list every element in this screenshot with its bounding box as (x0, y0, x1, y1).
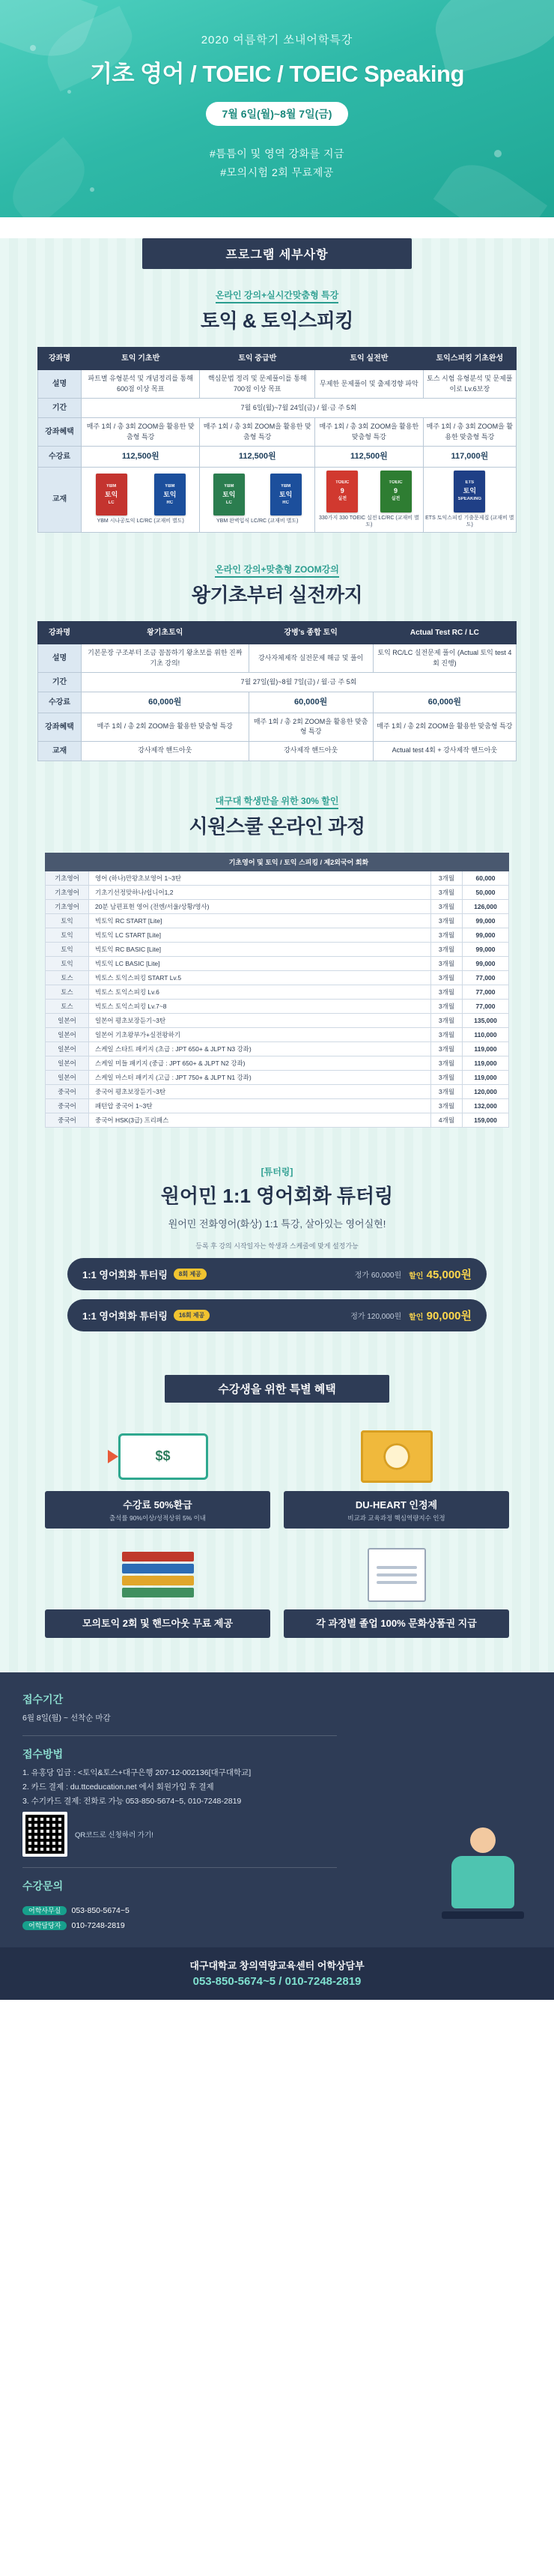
cell-price: 77,000 (463, 970, 509, 985)
cell-price: 119,000 (463, 1070, 509, 1084)
textbook-caption-2: 330가지 330 TOEIC 실전 LC/RC (교재비 별도) (319, 515, 419, 528)
table-row-textbooks (38, 467, 517, 533)
cell-duration: 3개월 (431, 985, 463, 999)
benefit-bar (45, 1609, 270, 1638)
cell-course: 기초기선정맞하나/쉽니어1,2 (89, 885, 431, 899)
benefit-card (45, 1422, 270, 1529)
cell-course: 일본어 평초보장듣기~3탄 (89, 1013, 431, 1027)
cell-course: 중국어 평초보장듣기~3탄 (89, 1084, 431, 1098)
cell-category: 일본어 (46, 1070, 89, 1084)
cell-course: 빅토익 RC BASIC [Lite] (89, 942, 431, 956)
table-row (38, 399, 517, 418)
cell-duration: 3개월 (431, 899, 463, 913)
cell-duration: 4개월 (431, 1113, 463, 1127)
table-row (46, 1056, 509, 1070)
cell-category: 일본어 (46, 1056, 89, 1070)
cell-duration: 3개월 (431, 1013, 463, 1027)
table-row (46, 1027, 509, 1041)
cell-category: 일본어 (46, 1027, 89, 1041)
cell-fee-2: 112,500원 (315, 447, 424, 468)
cell-course: 빅토스 토익스피킹 Lv.6 (89, 985, 431, 999)
table-row (46, 928, 509, 942)
cell-duration: 3개월 (431, 885, 463, 899)
cell-duration: 3개월 (431, 999, 463, 1013)
section3-title: 시원스쿨 온라인 과정 (189, 814, 365, 838)
cell-desc-0: 기본문장 구조부터 조금 꼼꼼하기 왕초보를 위한 진짜 기초 강의! (82, 644, 249, 673)
cell-category: 토스 (46, 999, 89, 1013)
benefit-bar (284, 1491, 509, 1529)
benefit-sub: 출석률 90%이상/성적상위 5% 이내 (109, 1514, 207, 1522)
cell-course: 스케일 미들 패키지 (중급 : JPT 650+ & JLPT N2 강좌) (89, 1056, 431, 1070)
toeic-course-table (37, 347, 517, 533)
section3-sublabel-text: 대구대 학생만을 위한 30% 할인 (216, 796, 339, 809)
book-cover: TOEIC 9 실전 (380, 471, 412, 513)
poster-body (0, 238, 554, 1672)
tutoring-label: [튜터링] (261, 1166, 293, 1177)
row-head-textbook: 교재 (38, 467, 82, 533)
row-head-benefit: 강좌혜택 (38, 713, 82, 741)
footer-divider (22, 1867, 337, 1868)
cell-fee-1: 112,500원 (200, 447, 315, 468)
cell-desc-3: 토스 시험 유형분석 및 문제풀이로 Lv.6보장 (423, 370, 516, 399)
table-header-row (38, 622, 517, 644)
footer-bottom-bar (0, 1947, 554, 2000)
benefit-sub: 비교과 교육과정 핵심역량지수 인정 (347, 1514, 445, 1522)
col-header-3: 토익 실전반 (315, 348, 424, 370)
hero-hashtag-1: #틈틈이 및 영역 강화를 지금 (209, 148, 345, 160)
arrow-icon (108, 1450, 118, 1463)
cell-benefit-0: 매주 1회 / 총 3회 ZOOM을 활용한 맞춤형 특강 (82, 418, 200, 447)
hero-banner (0, 0, 554, 217)
table-row (46, 1113, 509, 1127)
tutoring-sale-amount: 45,000원 (426, 1268, 472, 1281)
cell-fee-1: 60,000원 (249, 692, 373, 713)
contact-value: 010-7248-2819 (71, 1921, 125, 1931)
cell-category: 중국어 (46, 1113, 89, 1127)
footer-organization: 대구대학교 창의역량교육센터 어학상담부 (189, 1960, 365, 1972)
basic-course-table (37, 621, 517, 761)
table-row (46, 885, 509, 899)
siwonschool-price-table (45, 853, 509, 1128)
benefit-bar (45, 1491, 270, 1529)
benefit-title: 각 과정별 졸업 100% 문화상품권 지급 (316, 1617, 477, 1629)
tutoring-plan-sale-price (409, 1266, 472, 1282)
document-icon (368, 1548, 426, 1602)
cell-duration: 3개월 (431, 1056, 463, 1070)
cell-fee-0: 112,500원 (82, 447, 200, 468)
contact-value: 053-850-5674~5 (71, 1906, 130, 1916)
section1-title: 토익 & 토익스피킹 (200, 309, 354, 332)
apply-period-heading: 접수기간 (22, 1693, 64, 1705)
cell-fee-0: 60,000원 (82, 692, 249, 713)
row-head-period: 기간 (38, 673, 82, 692)
tutoring-title: 원어민 1:1 영어회화 튜터링 (160, 1184, 394, 1207)
textbook-cell-2 (315, 467, 424, 533)
col-header-1: 왕기초토익 (82, 622, 249, 644)
tutoring-plan-sale-price (409, 1307, 472, 1323)
cell-category: 기초영어 (46, 885, 89, 899)
cell-desc-1: 강사자체제작 실전문제 해금 및 풀이 (249, 644, 373, 673)
tutoring-plan-row[interactable] (67, 1299, 487, 1331)
cell-category: 일본어 (46, 1041, 89, 1056)
table-row (46, 942, 509, 956)
program-detail-band: 프로그램 세부사항 (142, 238, 412, 269)
col-header-1: 토익 기초반 (82, 348, 200, 370)
textbook-caption-1: YBM 완벽입식 LC/RC (교재비 별도) (216, 518, 299, 524)
apply-line-1: 1. 유홍당 입금 : <토익&토스+대구은행 207-12-002136[대구대학교] (22, 1768, 252, 1778)
benefit-card (284, 1422, 509, 1529)
cell-duration: 3개월 (431, 1041, 463, 1056)
table-row (46, 999, 509, 1013)
table-row (46, 1041, 509, 1056)
section2-sublabel (0, 563, 554, 575)
table-row (38, 644, 517, 673)
book-covers (83, 474, 198, 518)
footer-telephone: 053-850-5674~5 / 010-7248-2819 (192, 1975, 362, 1989)
col-header-span: 기초영어 및 토익 / 토익 스피킹 / 제2외국어 회화 (89, 853, 509, 871)
dot-decoration-icon (90, 187, 94, 192)
footer-divider (22, 1735, 337, 1736)
table-row (38, 673, 517, 692)
table-row (38, 713, 517, 741)
cell-fee-3: 117,000원 (423, 447, 516, 468)
tutoring-plan-original-price: 정가 60,000원 (354, 1271, 402, 1280)
cell-benefit-1: 매주 1회 / 총 3회 ZOOM을 활용한 맞춤형 특강 (200, 418, 315, 447)
benefit-card (284, 1541, 509, 1638)
apply-line-3: 3. 수기카드 결제: 전화로 가능 053-850-5674~5, 010-7248-2819 (22, 1797, 242, 1806)
cell-price: 60,000 (463, 871, 509, 885)
cell-price: 99,000 (463, 942, 509, 956)
tutoring-sale-amount: 90,000원 (426, 1309, 472, 1322)
cell-category: 토스 (46, 985, 89, 999)
textbook-caption-3: ETS 토익스피킹 기출문제집 (교재비 별도) (425, 515, 514, 528)
cell-category: 기초영어 (46, 871, 89, 885)
row-head-period: 기간 (38, 399, 82, 418)
benefit-title: DU-HEART 인정제 (355, 1499, 438, 1511)
cell-price: 99,000 (463, 956, 509, 970)
cell-price: 119,000 (463, 1056, 509, 1070)
cell-price: 126,000 (463, 899, 509, 913)
cell-category: 일본어 (46, 1013, 89, 1027)
cell-desc-2: 토익 RC/LC 실전문제 풀이 (Actual 토익 test 4회 진행) (373, 644, 516, 673)
contact-tag: 어학사무실 (22, 1906, 67, 1915)
person-illustration-icon (442, 1827, 524, 1917)
cell-course: 빅토익 LC START [Lite] (89, 928, 431, 942)
cell-period: 7월 6일(월)~7월 24일(금) / 월·금 주 5회 (82, 399, 517, 418)
cell-duration: 3개월 (431, 970, 463, 985)
benefits-grid (45, 1422, 509, 1638)
book-cover: YBM 토익 RC (270, 474, 302, 515)
cell-price: 132,000 (463, 1098, 509, 1113)
cell-duration: 3개월 (431, 871, 463, 885)
section3-sublabel (0, 794, 554, 807)
table-header-row (38, 348, 517, 370)
cell-category: 중국어 (46, 1098, 89, 1113)
tutoring-plan-original-price: 정가 120,000원 (350, 1312, 402, 1321)
cell-category: 토익 (46, 942, 89, 956)
cell-desc-1: 핵심문법 정리 및 문제풀이를 통해 700점 이상 목표 (200, 370, 315, 399)
cell-course: 스케일 마스터 패키지 (고급 : JPT 750+ & JLPT N1 강좌) (89, 1070, 431, 1084)
contact-heading: 수강문의 (22, 1880, 64, 1893)
tutoring-script: 원어민 전화영어(화상) 1:1 특강, 살아있는 영어실현! (168, 1218, 386, 1230)
textbook-cell-1 (200, 467, 315, 533)
footer (0, 1672, 554, 2000)
table-row (46, 970, 509, 985)
row-head-fee: 수강료 (38, 447, 82, 468)
cell-desc-2: 무제한 문제풀이 및 출제경향 파악 (315, 370, 424, 399)
table-row (38, 418, 517, 447)
benefit-bar (284, 1609, 509, 1638)
tutoring-note: 등록 후 강의 시작일자는 학생과 스케줄에 맞게 설정가능 (195, 1242, 359, 1250)
cell-price: 99,000 (463, 928, 509, 942)
hero-supertitle: 2020 여름학기 쏘내어학특강 (201, 34, 353, 46)
book-cover: ETS 토익 SPEAKING (454, 471, 485, 513)
cell-category: 토익 (46, 956, 89, 970)
tutoring-plan-name: 1:1 영어회화 튜터링 (82, 1269, 168, 1281)
book-covers (317, 471, 421, 515)
table-header-row (46, 853, 509, 871)
tutoring-plan-badge: 16회 제공 (174, 1310, 210, 1321)
cell-category: 토익 (46, 913, 89, 928)
cell-price: 135,000 (463, 1013, 509, 1027)
benefit-title: 모의토익 2회 및 핸드아웃 무료 제공 (82, 1617, 234, 1629)
cell-course: 중국어 HSK(3급) 프리패스 (89, 1113, 431, 1127)
cell-duration: 3개월 (431, 913, 463, 928)
table-row (46, 985, 509, 999)
certificate-icon (361, 1430, 433, 1483)
col-header-3: Actual Test RC / LC (373, 622, 516, 644)
cell-desc-0: 파트별 유형분석 및 개념정리를 통해 600점 이상 목표 (82, 370, 200, 399)
row-head-textbook: 교재 (38, 741, 82, 761)
table-row (46, 1013, 509, 1027)
apply-line-2: 2. 카드 결제 : du.ttceducation.net 에서 회원가입 후 결제 (22, 1783, 214, 1792)
table-row (38, 447, 517, 468)
book-cover: TOEIC 9 실전 (326, 471, 358, 513)
apply-period-text: 6월 8일(월) ~ 선착순 마감 (22, 1713, 111, 1723)
cell-benefit-2: 매주 1회 / 총 3회 ZOOM을 활용한 맞춤형 특강 (315, 418, 424, 447)
col-header-0: 강좌명 (38, 348, 82, 370)
col-header-2: 토익 중급반 (200, 348, 315, 370)
table-row (38, 692, 517, 713)
cell-course: 빅토스 토익스피킹 START Lv.5 (89, 970, 431, 985)
benefit-title: 수강료 50%환급 (123, 1499, 192, 1511)
hero-hashtag-2: #모의시험 2회 무료제공 (220, 166, 334, 178)
table-row (46, 1070, 509, 1084)
table-row (46, 1098, 509, 1113)
cell-benefit-2: 매주 1회 / 총 2회 ZOOM을 활용한 맞춤형 특강 (373, 713, 516, 741)
row-head-desc: 설명 (38, 644, 82, 673)
cell-textbook-0: 강사제작 핸드아웃 (82, 741, 249, 761)
row-head-fee: 수강료 (38, 692, 82, 713)
cell-category: 중국어 (46, 1084, 89, 1098)
tutoring-discount-label: 할인 (409, 1313, 424, 1322)
cell-duration: 3개월 (431, 956, 463, 970)
hero-date-badge: 7월 6일(월)~8월 7일(금) (206, 102, 349, 126)
siwonschool-rows (46, 871, 509, 1127)
contact-item (22, 1919, 532, 1934)
contact-tag: 어학담당자 (22, 1921, 67, 1930)
cell-price: 77,000 (463, 985, 509, 999)
table-row (46, 1084, 509, 1098)
cell-price: 159,000 (463, 1113, 509, 1127)
col-header-0: 강좌명 (38, 622, 82, 644)
book-cover: YBM 토익 LC (96, 474, 127, 515)
book-covers (201, 474, 313, 518)
book-cover: YBM 토익 LC (213, 474, 245, 515)
cell-duration: 3개월 (431, 942, 463, 956)
qr-code-icon[interactable] (22, 1812, 67, 1857)
textbook-cell-3 (423, 467, 516, 533)
cell-benefit-3: 매주 1회 / 총 3회 ZOOM을 활용한 맞춤형 특강 (423, 418, 516, 447)
cell-duration: 3개월 (431, 1070, 463, 1084)
tutoring-plan-badge: 8회 제공 (174, 1269, 207, 1280)
money-icon: $$ (118, 1433, 208, 1480)
textbook-cell-0 (82, 467, 200, 533)
tutoring-discount-label: 할인 (409, 1272, 424, 1281)
section2-title: 왕기초부터 실전까지 (191, 584, 363, 607)
cell-price: 119,000 (463, 1041, 509, 1056)
table-row (46, 956, 509, 970)
tutoring-plan-name: 1:1 영어회화 튜터링 (82, 1310, 168, 1322)
col-header-4: 토익스피킹 기초완성 (423, 348, 516, 370)
siwonschool-table-wrap (45, 853, 509, 1128)
col-header-2: 강병's 종합 토익 (249, 622, 373, 644)
cell-period: 7월 27일(월)~8월 7일(금) / 월·금 주 5회 (82, 673, 517, 692)
cell-course: 빅토익 RC START [Lite] (89, 913, 431, 928)
table-row (46, 899, 509, 913)
cell-fee-2: 60,000원 (373, 692, 516, 713)
table-row (38, 741, 517, 761)
cell-duration: 3개월 (431, 1084, 463, 1098)
row-head-desc: 설명 (38, 370, 82, 399)
cell-category: 토스 (46, 970, 89, 985)
row-head-benefit: 강좌혜택 (38, 418, 82, 447)
cell-course: 빅토익 LC BASIC [Lite] (89, 956, 431, 970)
benefit-card (45, 1541, 270, 1638)
benefit-art-cert (284, 1422, 509, 1491)
qr-caption: QR코드로 신청하러 가기! (75, 1831, 153, 1840)
section2-table-wrap (37, 621, 517, 761)
cell-duration: 3개월 (431, 1027, 463, 1041)
section1-sublabel-text: 온라인 강의+실시간맞춤형 특강 (216, 290, 338, 303)
table-row (38, 370, 517, 399)
apply-method-heading: 접수방법 (22, 1748, 64, 1761)
cell-textbook-1: 강사제작 핸드아웃 (249, 741, 373, 761)
cell-benefit-1: 매주 1회 / 총 2회 ZOOM을 활용한 맞춤형 특강 (249, 713, 373, 741)
benefits-band: 수강생을 위한 특별 혜택 (165, 1375, 389, 1403)
cell-category: 기초영어 (46, 899, 89, 913)
cell-course: 빅토스 토익스피킹 Lv.7~8 (89, 999, 431, 1013)
cell-price: 110,000 (463, 1027, 509, 1041)
cell-textbook-2: Actual test 4회 + 강사제작 핸드아웃 (373, 741, 516, 761)
table-row (46, 871, 509, 885)
cell-course: 20분 남편표현 영어 (전엔/서울/상황/영사) (89, 899, 431, 913)
table-row (46, 913, 509, 928)
benefit-art-money (45, 1422, 270, 1491)
book-covers (425, 471, 514, 515)
section2-sublabel-text: 온라인 강의+맞춤형 ZOOM강의 (215, 564, 339, 578)
cell-course: 스케일 스타트 패키지 (초급 : JPT 650+ & JLPT N3 강좌) (89, 1041, 431, 1056)
cell-benefit-0: 매주 1회 / 총 2회 ZOOM을 활용한 맞춤형 특강 (82, 713, 249, 741)
cell-course: 패턴압 중국어 1~3탄 (89, 1098, 431, 1113)
section1-sublabel (0, 288, 554, 301)
cell-price: 120,000 (463, 1084, 509, 1098)
cell-category: 토익 (46, 928, 89, 942)
textbook-caption-0: YBM 시나공토익 LC/RC (교재비 별도) (97, 518, 184, 524)
benefit-art-books (45, 1541, 270, 1609)
cell-price: 99,000 (463, 913, 509, 928)
tutoring-plan-row[interactable] (67, 1258, 487, 1290)
cell-duration: 3개월 (431, 928, 463, 942)
section1-table-wrap (37, 347, 517, 533)
col-header-category (46, 853, 89, 871)
page-title: 기초 영어 / TOEIC / TOEIC Speaking (90, 61, 464, 87)
benefit-art-voucher (284, 1541, 509, 1609)
cell-course: 일본어 기초왕부가+실전왕하기 (89, 1027, 431, 1041)
cell-course: 영어 (하나)만왕초보영어 1~3탄 (89, 871, 431, 885)
books-icon (122, 1552, 194, 1597)
cell-duration: 3개월 (431, 1098, 463, 1113)
cell-price: 50,000 (463, 885, 509, 899)
cell-price: 77,000 (463, 999, 509, 1013)
book-cover: YBM 토익 RC (154, 474, 186, 515)
